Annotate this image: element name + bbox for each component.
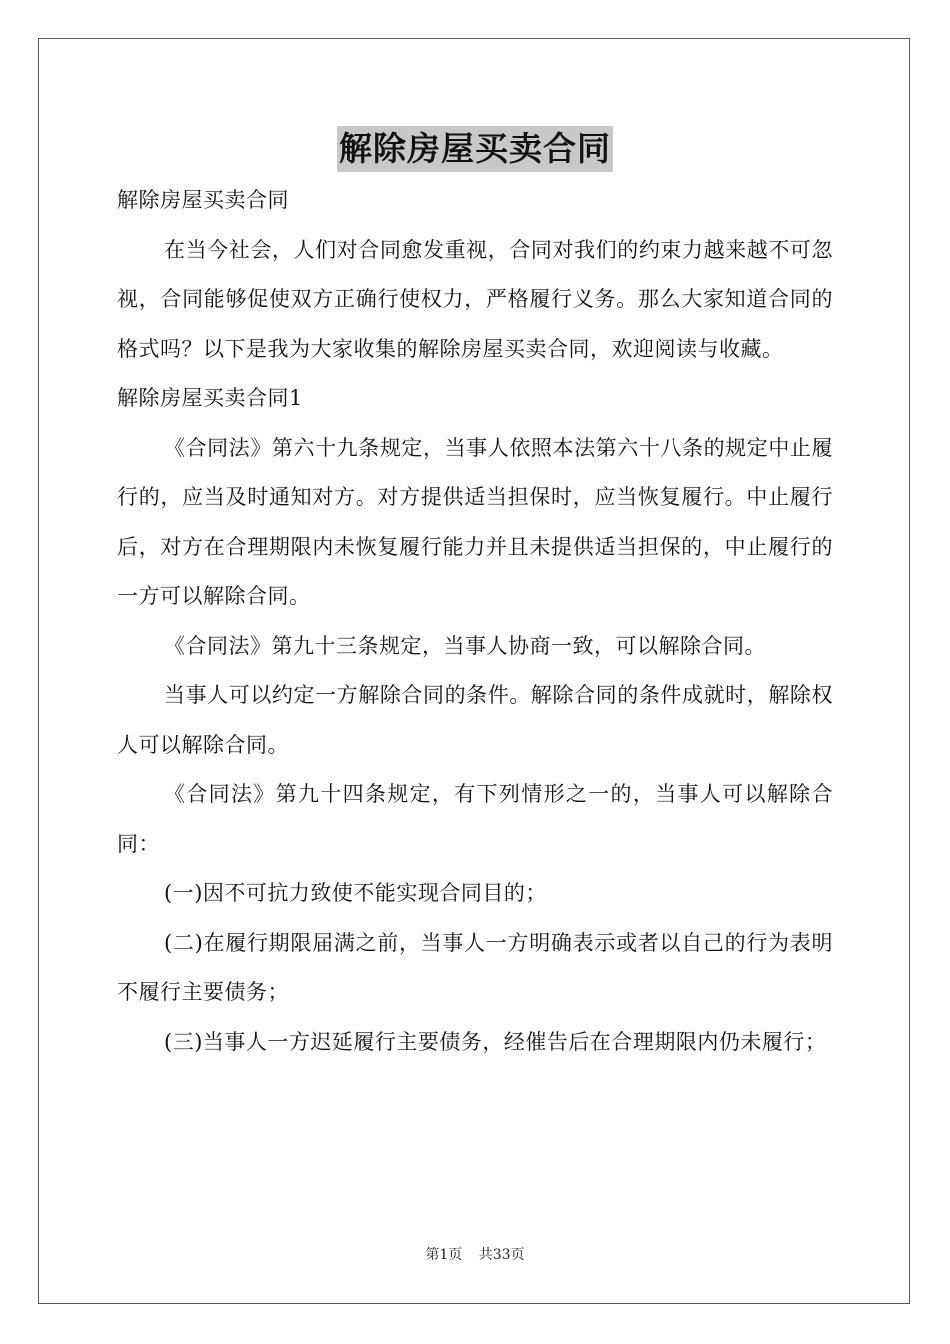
paragraph: (二)在履行期限届满之前，当事人一方明确表示或者以自己的行为表明不履行主要债务； (117, 930, 833, 1004)
paragraph: 《合同法》第九十四条规定，有下列情形之一的，当事人可以解除合同： (117, 782, 833, 856)
paragraph: 解除房屋买卖合同1 (117, 386, 303, 410)
total-pages: 共33页 (478, 1247, 525, 1263)
paragraph: 《合同法》第九十三条规定，当事人协商一致，可以解除合同。 (164, 633, 766, 658)
document-title-wrapper (0, 126, 950, 172)
paragraph: (三)当事人一方迟延履行主要债务，经催告后在合理期限内仍未履行； (164, 1029, 827, 1054)
document-title: 解除房屋买卖合同 (337, 126, 613, 172)
page-footer (0, 1244, 950, 1264)
paragraph: 《合同法》第六十九条规定，当事人依照本法第六十八条的规定中止履行的，应当及时通知对方。对方提供适当担保时，应当恢复履行。中止履行后，对方在合理期限内未恢复履行能力并且未提供适当担保的，中止履行的一方可以解除合同。 (117, 435, 833, 608)
paragraph: (一)因不可抗力致使不能实现合同目的； (164, 881, 547, 905)
document-body (117, 176, 833, 1067)
paragraph: 在当今社会，人们对合同愈发重视，合同对我们的约束力越来越不可忽视，合同能够促使双方正确行使权力，严格履行义务。那么大家知道合同的格式吗？以下是我为大家收集的解除房屋买卖合同，欢迎阅读与收藏。 (117, 237, 833, 361)
paragraph: 当事人可以约定一方解除合同的条件。解除合同的条件成就时，解除权人可以解除合同。 (117, 683, 833, 757)
paragraph: 解除房屋买卖合同 (117, 188, 289, 212)
page-number: 第1页 (425, 1247, 463, 1263)
